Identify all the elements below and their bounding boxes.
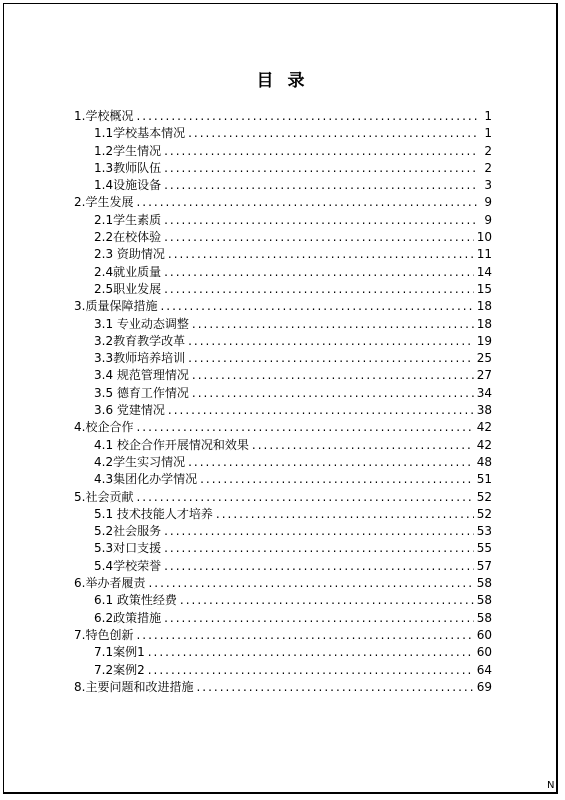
toc-leader-dots — [252, 438, 474, 452]
toc-page-number: 42 — [476, 420, 492, 435]
toc-leader-dots — [188, 351, 474, 365]
toc-page-number: 48 — [476, 454, 492, 469]
toc-page-number: 55 — [476, 541, 492, 556]
toc-leader-dots — [164, 144, 477, 158]
toc-entry[interactable] — [74, 349, 492, 366]
toc-leader-dots — [188, 455, 474, 469]
toc-page-number: 2 — [484, 160, 492, 175]
toc-entry-label: 3.6 党建情况 — [94, 403, 165, 418]
toc-leader-dots — [164, 178, 477, 192]
toc-leader-dots — [136, 490, 473, 504]
toc-leader-dots — [164, 213, 477, 227]
toc-page-number: 60 — [476, 645, 492, 660]
toc-page-number: 2 — [484, 143, 492, 158]
toc-page-number: 69 — [476, 679, 492, 694]
toc-entry-label: 1.3教师队伍 — [94, 160, 162, 175]
toc-entry[interactable] — [74, 366, 492, 383]
toc-entry[interactable] — [74, 176, 492, 193]
toc-entry[interactable] — [74, 297, 492, 314]
toc-entry-label: 3.质量保障措施 — [74, 299, 158, 314]
toc-entry[interactable] — [74, 332, 492, 349]
toc-entry[interactable] — [74, 539, 492, 556]
toc-page-number: 34 — [476, 385, 492, 400]
toc-entry-label: 1.4设施设备 — [94, 178, 162, 193]
toc-entry[interactable] — [74, 142, 492, 159]
toc-leader-dots — [136, 195, 477, 209]
toc-entry[interactable] — [74, 643, 492, 660]
toc-entry[interactable] — [74, 384, 492, 401]
toc-entry-label: 2.4就业质量 — [94, 264, 162, 279]
toc-entry[interactable] — [74, 263, 492, 280]
toc-entry[interactable] — [74, 574, 492, 591]
toc-entry-label: 2.学生发展 — [74, 195, 134, 210]
toc-leader-dots — [164, 559, 474, 573]
toc-leader-dots — [136, 109, 477, 123]
toc-page-number: 58 — [476, 576, 492, 591]
toc-entry[interactable] — [74, 678, 492, 695]
toc-leader-dots — [192, 317, 474, 331]
toc-entry[interactable] — [74, 505, 492, 522]
toc-page-number: 60 — [476, 627, 492, 642]
toc-leader-dots — [164, 265, 474, 279]
toc-page-number: 10 — [476, 230, 492, 245]
toc-page-number: 15 — [476, 281, 492, 296]
toc-page-number: 1 — [484, 109, 492, 123]
corner-mark: N — [547, 780, 555, 791]
toc-entry-label: 1.学校概况 — [74, 109, 134, 123]
toc-leader-dots — [168, 247, 474, 261]
toc-page-number: 58 — [476, 593, 492, 608]
toc-entry-label: 1.2学生情况 — [94, 143, 162, 158]
toc-title: 目 录 — [256, 71, 309, 91]
toc-page-number: 58 — [476, 610, 492, 625]
toc-page-number: 53 — [476, 524, 492, 539]
toc-entry[interactable] — [74, 124, 492, 141]
toc-leader-dots — [164, 161, 477, 175]
toc-entry[interactable] — [74, 609, 492, 626]
toc-entry-label: 2.3 资助情况 — [94, 247, 165, 262]
toc-entry[interactable] — [74, 557, 492, 574]
toc-leader-dots — [192, 368, 474, 382]
toc-entry-label: 4.3集团化办学情况 — [94, 472, 198, 487]
toc-entry[interactable] — [74, 159, 492, 176]
toc-leader-dots — [164, 230, 474, 244]
table-of-contents — [74, 107, 492, 695]
toc-entry-label: 4.校企合作 — [74, 420, 134, 435]
toc-entry[interactable] — [74, 401, 492, 418]
toc-leader-dots — [196, 680, 473, 694]
toc-page-number: 51 — [476, 472, 492, 487]
toc-leader-dots — [164, 611, 474, 625]
toc-entry-label: 8.主要问题和改进措施 — [74, 679, 194, 694]
toc-leader-dots — [148, 645, 474, 659]
toc-entry-label: 6.举办者履责 — [74, 576, 146, 591]
toc-entry-label: 2.5职业发展 — [94, 281, 162, 296]
toc-entry-label: 5.4学校荣誉 — [94, 558, 162, 573]
toc-leader-dots — [148, 576, 473, 590]
toc-entry-label: 3.2教育教学改革 — [94, 333, 186, 348]
toc-page-number: 19 — [476, 333, 492, 348]
toc-entry[interactable] — [74, 211, 492, 228]
toc-entry[interactable] — [74, 315, 492, 332]
toc-leader-dots — [188, 126, 477, 140]
toc-page-number: 57 — [476, 558, 492, 573]
toc-page-number: 52 — [476, 489, 492, 504]
toc-entry[interactable] — [74, 107, 492, 124]
toc-entry-label: 5.1 技术技能人才培养 — [94, 506, 213, 521]
toc-leader-dots — [160, 299, 473, 313]
toc-leader-dots — [216, 507, 474, 521]
toc-page-number: 52 — [476, 506, 492, 521]
toc-page-number: 1 — [484, 126, 492, 141]
toc-entry-label: 6.2政策措施 — [94, 610, 162, 625]
toc-entry-label: 4.1 校企合作开展情况和效果 — [94, 437, 249, 452]
toc-entry-label: 5.2社会服务 — [94, 524, 162, 539]
toc-leader-dots — [164, 524, 474, 538]
toc-leader-dots — [200, 472, 474, 486]
toc-entry-label: 5.社会贡献 — [74, 489, 134, 504]
toc-entry[interactable] — [74, 470, 492, 487]
toc-page-number: 38 — [476, 403, 492, 418]
toc-leader-dots — [148, 663, 474, 677]
toc-entry[interactable] — [74, 436, 492, 453]
toc-leader-dots — [136, 628, 473, 642]
toc-entry-label: 2.1学生素质 — [94, 212, 162, 227]
toc-page-number: 9 — [484, 212, 492, 227]
toc-entry-label: 3.4 规范管理情况 — [94, 368, 189, 383]
toc-page-number: 14 — [476, 264, 492, 279]
toc-entry-label: 5.3对口支援 — [94, 541, 162, 556]
toc-page-number: 27 — [476, 368, 492, 383]
toc-leader-dots — [164, 541, 474, 555]
toc-page-number: 18 — [476, 316, 492, 331]
toc-entry-label: 1.1学校基本情况 — [94, 126, 186, 141]
toc-entry[interactable] — [74, 280, 492, 297]
toc-leader-dots — [192, 386, 474, 400]
toc-page-number: 9 — [484, 195, 492, 210]
toc-entry-label: 3.5 德育工作情况 — [94, 385, 189, 400]
toc-entry-label: 4.2学生实习情况 — [94, 454, 186, 469]
toc-leader-dots — [164, 282, 474, 296]
toc-page-number: 3 — [484, 178, 492, 193]
toc-entry-label: 2.2在校体验 — [94, 230, 162, 245]
toc-entry[interactable] — [74, 453, 492, 470]
toc-entry[interactable] — [74, 418, 492, 435]
toc-entry[interactable] — [74, 228, 492, 245]
toc-entry[interactable] — [74, 591, 492, 608]
toc-leader-dots — [180, 593, 474, 607]
toc-leader-dots — [136, 420, 473, 434]
toc-entry[interactable] — [74, 661, 492, 678]
toc-page-number: 42 — [476, 437, 492, 452]
toc-leader-dots — [168, 403, 474, 417]
toc-entry[interactable] — [74, 626, 492, 643]
toc-leader-dots — [188, 334, 474, 348]
toc-entry[interactable] — [74, 245, 492, 262]
toc-entry-label: 3.3教师培养培训 — [94, 351, 186, 366]
toc-entry-label: 7.2案例2 — [94, 662, 145, 677]
toc-entry-label: 7.特色创新 — [74, 627, 134, 642]
toc-entry-label: 7.1案例1 — [94, 645, 145, 660]
toc-entry[interactable] — [74, 193, 492, 210]
toc-entry[interactable] — [74, 488, 492, 505]
toc-page-number: 11 — [476, 247, 492, 262]
toc-page-number: 25 — [476, 351, 492, 366]
toc-entry[interactable] — [74, 522, 492, 539]
toc-entry-label: 3.1 专业动态调整 — [94, 316, 189, 331]
toc-page-number: 18 — [476, 299, 492, 314]
toc-page-number: 64 — [476, 662, 492, 677]
toc-entry-label: 6.1 政策性经费 — [94, 593, 177, 608]
